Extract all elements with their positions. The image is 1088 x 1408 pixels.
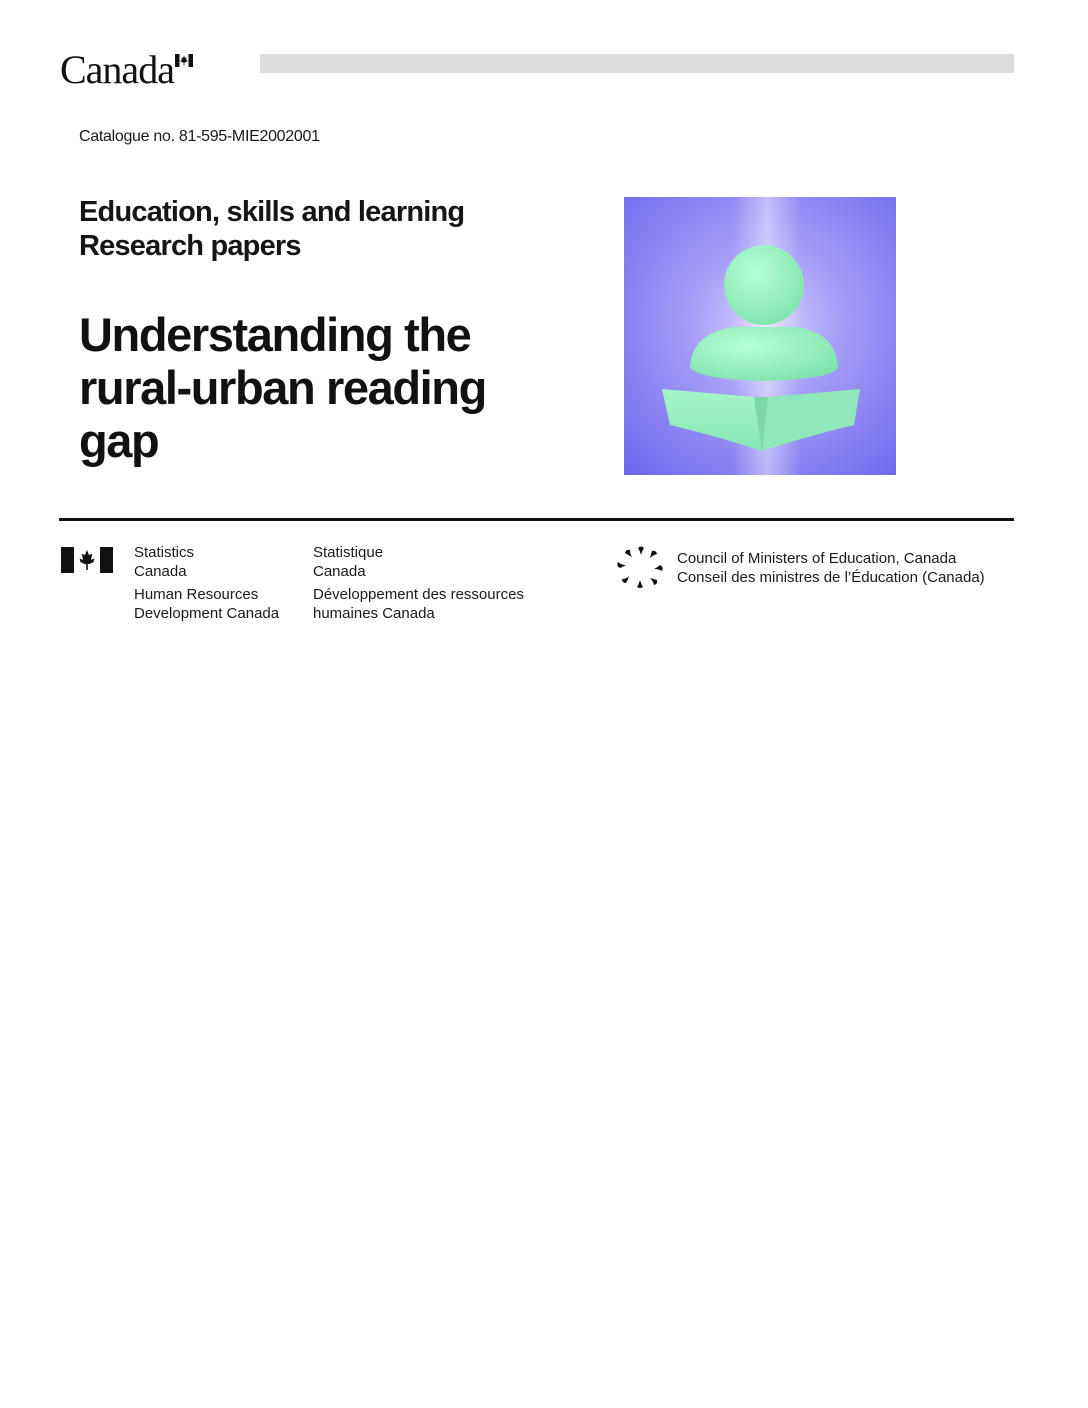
hrdc-english [134, 585, 279, 623]
title-line-1: Understanding the [79, 308, 471, 361]
statcan-french-line-1: Statistique [313, 544, 384, 561]
series-line-1: Education, skills and learning [79, 196, 465, 228]
series-title [79, 195, 464, 263]
series-line-2: Research papers [79, 230, 301, 262]
hrdc-french [313, 585, 524, 623]
cmec-logo-icon [614, 545, 668, 589]
header-bar [260, 54, 1014, 73]
section-divider [59, 518, 1014, 521]
cmec-french: Conseil des ministres de l’Éducation (Canada) [677, 569, 985, 586]
canada-flag-icon [175, 54, 193, 67]
statcan-english-line-2: Canada [134, 563, 187, 580]
title-line-2: rural-urban reading [79, 361, 486, 414]
canada-wordmark [60, 46, 193, 96]
statcan-french [313, 543, 383, 581]
hrdc-french-line-1: Développement des ressources [313, 586, 524, 603]
title-line-3: gap [79, 414, 159, 467]
canada-flag-icon [61, 547, 113, 573]
hrdc-french-line-2: humaines Canada [313, 605, 435, 622]
page-title [79, 308, 559, 467]
wordmark-text: Canada [60, 47, 174, 92]
catalogue-number: Catalogue no. 81-595-MIE2002001 [79, 128, 320, 145]
cmec-name [677, 549, 985, 587]
hrdc-english-line-2: Development Canada [134, 605, 280, 622]
reader-with-book-icon [624, 197, 896, 475]
statcan-english [134, 543, 194, 581]
hrdc-english-line-1: Human Resources [134, 586, 259, 603]
statcan-french-line-2: Canada [313, 563, 366, 580]
cmec-english: Council of Ministers of Education, Canada [677, 550, 957, 567]
statcan-english-line-1: Statistics [134, 544, 195, 561]
